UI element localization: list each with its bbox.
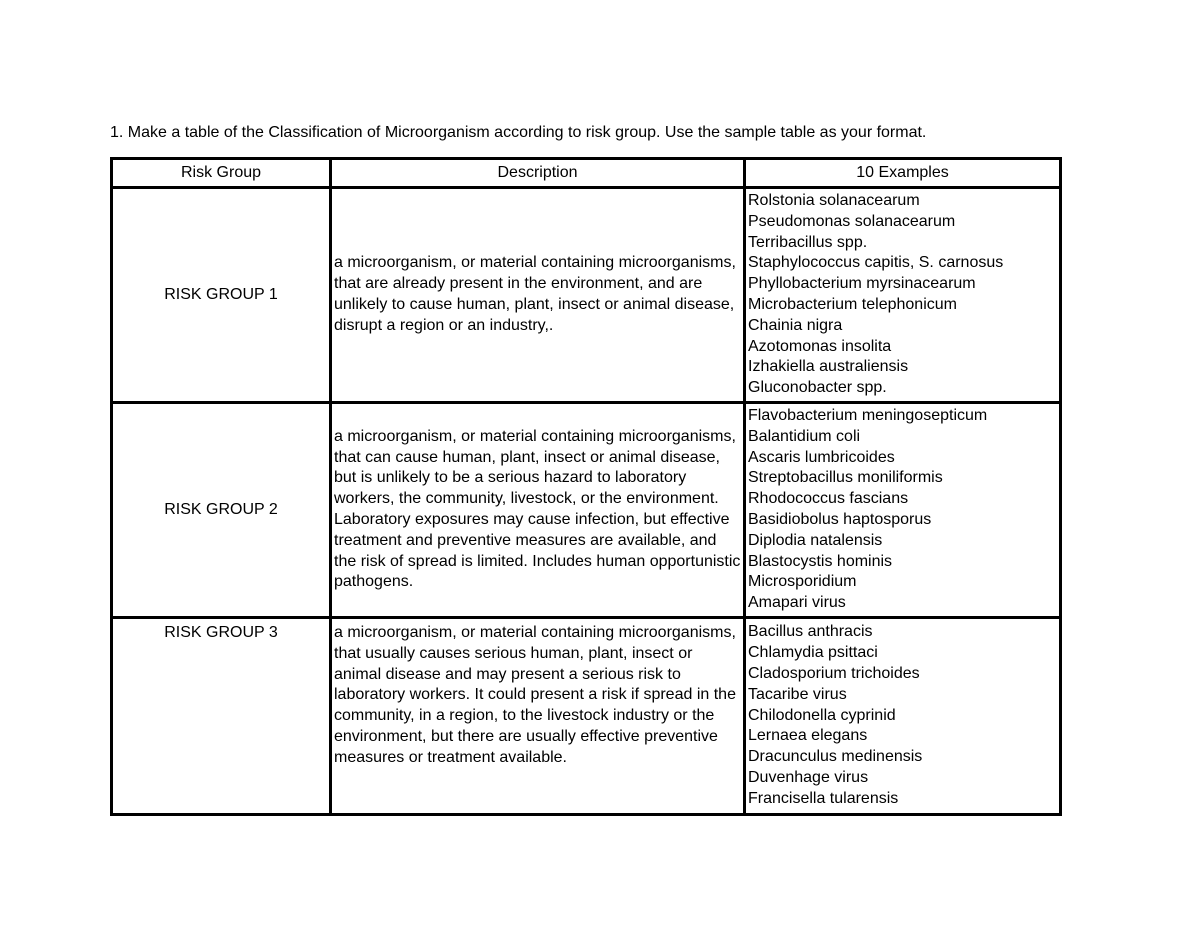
example-item: Rolstonia solanacearum (748, 192, 920, 210)
example-item: Blastocystis hominis (748, 552, 893, 570)
example-item: Azotomonas insolita (748, 337, 892, 355)
examples-cell (745, 618, 1061, 815)
risk-group-cell: RISK GROUP 2 (112, 403, 331, 618)
examples-list (748, 191, 1057, 399)
header-examples: 10 Examples (745, 159, 1061, 188)
examples-list (748, 406, 1057, 614)
header-description: Description (331, 159, 745, 188)
example-item: Amapari virus (748, 594, 846, 612)
example-item: Phyllobacterium myrsinacearum (748, 275, 976, 293)
example-item: Duvenhage virus (748, 768, 869, 786)
example-item: Microbacterium telephonicum (748, 296, 957, 313)
example-item: Ascaris lumbricoides (748, 448, 895, 466)
risk-group-cell: RISK GROUP 1 (112, 188, 331, 403)
example-item: Lernaea elegans (748, 727, 868, 745)
examples-list (748, 622, 1057, 809)
example-item: Bacillus anthracis (748, 623, 873, 641)
table-row-risk-group-1 (112, 188, 1061, 403)
example-item: Izhakiella australiensis (748, 358, 909, 376)
example-item: Streptobacillus moniliformis (748, 469, 943, 487)
example-item: Dracunculus medinensis (748, 748, 923, 766)
description-cell: a microorganism, or material containing microorganisms, that are already present in the environment, and are unlikely to cause human, plant, insect or animal disease, disrupt a region or an industry,. (331, 188, 745, 403)
example-item: Basidiobolus haptosporus (748, 511, 932, 528)
example-item: Tacaribe virus (748, 685, 847, 703)
example-item: Flavobacterium meningosepticum (748, 407, 988, 425)
examples-cell (745, 403, 1061, 618)
description-cell: a microorganism, or material containing microorganisms, that usually causes serious human, plant, insect or animal disease and may present a serious risk to laboratory workers. It could present a risk if spread in the community, in a region, to the livestock industry or the environment, but there are usually effective preventive measures or treatment available. (331, 618, 745, 815)
example-item: Francisella tularensis (748, 789, 899, 807)
example-item: Diplodia natalensis (748, 531, 883, 549)
table-row-risk-group-2 (112, 403, 1061, 618)
table-header-row (112, 159, 1061, 188)
description-cell: a microorganism, or material containing microorganisms, that can cause human, plant, insect or animal disease, but is unlikely to be a serious hazard to laboratory workers, the community, livestock, or the environment. Laboratory exposures may cause infection, but effective treatment and preventive measures are available, and the risk of spread is limited. Includes human opportunistic pathogens. (331, 403, 745, 618)
risk-group-cell: RISK GROUP 3 (112, 618, 331, 815)
header-risk-group: Risk Group (112, 159, 331, 188)
example-item: Balantidium coli (748, 427, 861, 445)
example-item: Microsporidium (748, 573, 857, 591)
example-item: Pseudomonas solanacearum (748, 212, 956, 230)
table-row-risk-group-3 (112, 618, 1061, 815)
example-item: Terribacillus spp. (748, 233, 868, 251)
example-item: Chilodonella cyprinid (748, 706, 896, 724)
instruction-text: 1. Make a table of the Classification of Microorganism according to risk group. Use the sample table as your format. (110, 124, 927, 141)
example-item: Gluconobacter spp. (748, 379, 887, 397)
example-item: Rhodococcus fascians (748, 490, 909, 508)
example-item: Chlamydia psittaci (748, 644, 878, 662)
example-item: Staphylococcus capitis, S. carnosus (748, 254, 1004, 272)
example-item: Chainia nigra (748, 316, 843, 334)
example-item: Cladosporium trichoides (748, 665, 920, 682)
risk-group-table (110, 157, 1062, 816)
examples-cell (745, 188, 1061, 403)
